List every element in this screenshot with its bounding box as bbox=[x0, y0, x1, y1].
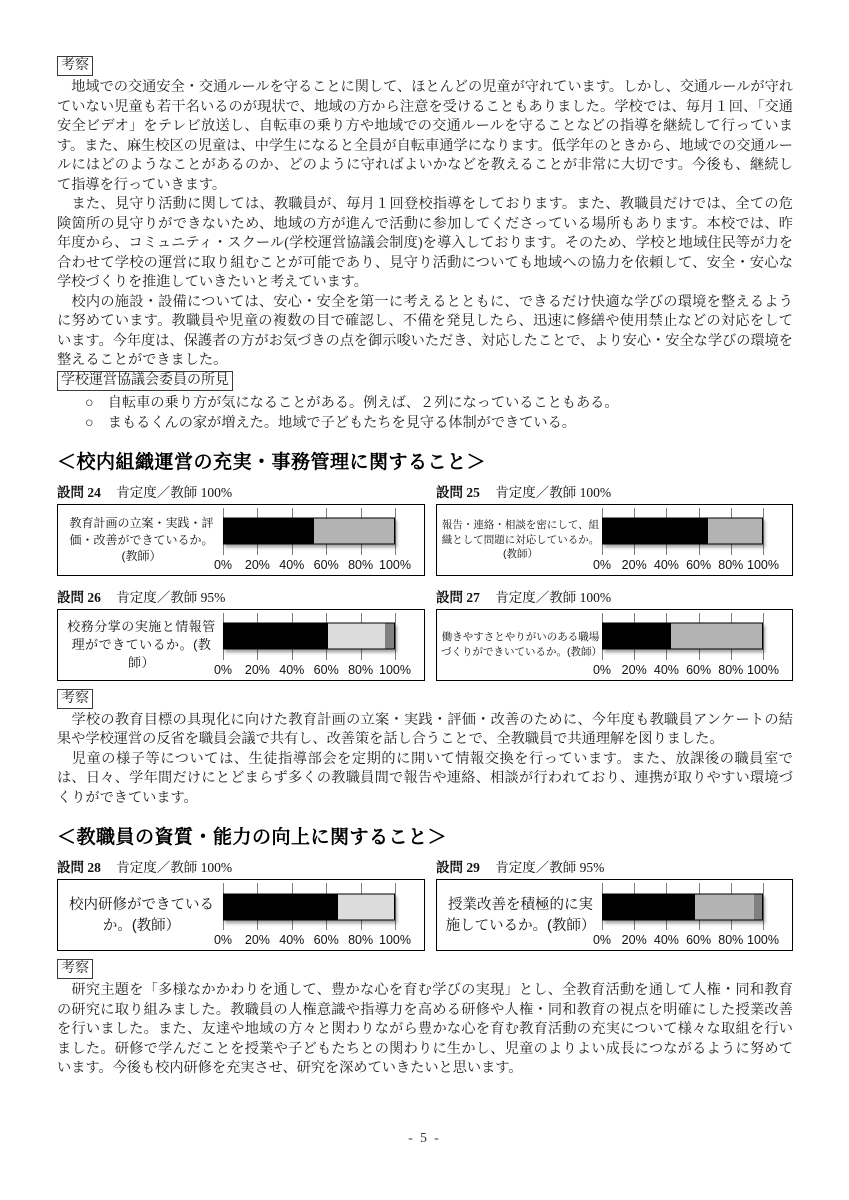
x-axis bbox=[213, 660, 411, 678]
axis-tick-label: 100% bbox=[379, 557, 411, 572]
axis-tick-label: 60% bbox=[313, 662, 339, 677]
bar-segment bbox=[328, 624, 386, 649]
chart-item-label: 校内研修ができているか。(教師） bbox=[69, 897, 214, 934]
axis-tick-label: 80% bbox=[348, 933, 374, 947]
question-degree: 肯定度／教師 100% bbox=[495, 484, 612, 500]
page-number: - 5 - bbox=[408, 1130, 441, 1145]
consideration-block-staff bbox=[57, 959, 793, 1079]
axis-tick-label: 20% bbox=[244, 557, 270, 572]
x-axis bbox=[592, 555, 779, 573]
axis-tick-label: 80% bbox=[718, 557, 744, 572]
axis-tick-label: 20% bbox=[621, 557, 647, 572]
bar-segment bbox=[603, 519, 708, 544]
plot-area bbox=[602, 613, 763, 660]
consideration-label: 考察 bbox=[57, 56, 93, 76]
axis-tick-label: 40% bbox=[279, 662, 305, 677]
axis-tick-label: 100% bbox=[379, 662, 411, 677]
axis-tick-label: 0% bbox=[592, 557, 612, 572]
axis-tick-label: 80% bbox=[348, 557, 374, 572]
bar-chart-q29 bbox=[436, 879, 793, 951]
question-number: 設問 25 bbox=[436, 484, 480, 500]
plot-area bbox=[223, 883, 395, 930]
bar-chart-q24 bbox=[57, 504, 425, 576]
stacked-bar bbox=[602, 893, 763, 920]
plot-area bbox=[223, 613, 395, 660]
bar-segment bbox=[708, 519, 762, 544]
charts-grid-organization bbox=[57, 481, 793, 681]
chart-item-label: 働きやすさとやりがいのある職場づくりができいているか。(教師） bbox=[441, 631, 602, 658]
gridline bbox=[763, 508, 764, 555]
axis-tick-label: 60% bbox=[313, 933, 339, 947]
x-axis bbox=[213, 555, 411, 573]
stacked-bar bbox=[223, 623, 395, 650]
chart-item-label: 校務分掌の実施と情報管理ができているか。(教師） bbox=[67, 618, 216, 671]
bar-segment bbox=[224, 519, 314, 544]
axis-tick-label: 60% bbox=[686, 557, 712, 572]
question-number: 設問 24 bbox=[57, 484, 101, 500]
chart-block-q26 bbox=[57, 586, 425, 681]
x-axis bbox=[592, 930, 779, 948]
axis-tick-label: 60% bbox=[313, 557, 339, 572]
question-number: 設問 28 bbox=[57, 860, 101, 875]
bar-segment bbox=[603, 624, 671, 649]
axis-tick-label: 20% bbox=[621, 933, 647, 947]
section-heading-staff: ＜教職員の資質・能力の向上に関すること＞ bbox=[57, 827, 448, 848]
x-axis bbox=[592, 660, 779, 678]
question-degree: 肯定度／教師 100% bbox=[116, 860, 233, 875]
chart-block-q25 bbox=[436, 481, 793, 576]
section-heading-organization: ＜校内組織運営の充実・事務管理に関すること＞ bbox=[57, 451, 487, 473]
axis-tick-label: 20% bbox=[244, 662, 270, 677]
axis-tick-label: 0% bbox=[213, 662, 233, 677]
chart-block-q24 bbox=[57, 481, 425, 576]
question-number: 設問 27 bbox=[436, 589, 480, 605]
stacked-bar bbox=[602, 518, 763, 545]
bar-segment bbox=[695, 894, 754, 919]
plot-area bbox=[602, 883, 763, 930]
axis-tick-label: 60% bbox=[686, 662, 712, 677]
bar-segment bbox=[754, 894, 762, 919]
chart-block-q27 bbox=[436, 586, 793, 681]
council-finding-item: ○ 自転車の乗り方が気になることがある。例えば、２列になっていることもある。 bbox=[85, 394, 619, 411]
stacked-bar bbox=[602, 623, 763, 650]
question-number: 設問 29 bbox=[436, 860, 480, 875]
axis-tick-label: 60% bbox=[686, 933, 712, 947]
gridline bbox=[763, 883, 764, 930]
gridline bbox=[395, 508, 396, 555]
council-findings-label: 学校運営協議会委員の所見 bbox=[57, 371, 233, 391]
bar-segment bbox=[385, 624, 394, 649]
axis-tick-label: 40% bbox=[279, 557, 305, 572]
axis-tick-label: 100% bbox=[747, 933, 779, 947]
axis-tick-label: 100% bbox=[747, 662, 779, 677]
paragraph: 児童の様子等については、生徒指導部会を定期的に開いて情報交換を行っています。また、放課後の職員室では、日々、学年間だけにとどまらず多くの教職員間で報告や連絡、相談が行われており、連携が取りやすい環境づくりができています。 bbox=[57, 750, 793, 806]
bar-chart-q25 bbox=[436, 504, 793, 576]
axis-tick-label: 100% bbox=[379, 933, 411, 947]
axis-tick-label: 80% bbox=[718, 662, 744, 677]
paragraph: 研究主題を「多様なかかわりを通して、豊かな心を育む学びの実現」とし、全教育活動を通して人権・同和教育の研究に取り組みました。教職員の人権意識や指導力を高める研修や人権・同和教育の視点を明確にした授業改善を行いました。また、友達や地域の方々と関わりながら豊かな心を育む教育活動の充実について様々な取組を行いました。研修で学んだことを授業や子どもたちとの関わりに生かし、児童のよりよい成長につながるように努めています。今後も校内研修を充実させ、研究を深めていきたいと思います。 bbox=[57, 982, 793, 1076]
axis-tick-label: 80% bbox=[718, 933, 744, 947]
gridline bbox=[395, 883, 396, 930]
council-finding-item: ○ まもるくんの家が増えた。地域で子どもたちを見守る体制ができている。 bbox=[85, 414, 576, 431]
question-number: 設問 26 bbox=[57, 589, 101, 605]
axis-tick-label: 40% bbox=[653, 557, 679, 572]
paragraph: 地域での交通安全・交通ルールを守ることに関して、ほとんどの児童が守れています。しかし、交通ルールが守れていない児童も若干名いるのが現状で、地域の方から注意を受けることもありました。学校では、毎月１回、「交通安全ビデオ」をテレビ放送し、自転車の乗り方や地域での交通ルールを守ることなどの指導を継続して行っています。また、麻生校区の児童は、中学生になると全員が自転車通学になります。低学年のときから、地域での交通ルールにはどのようなことがあるのか、どのように守ればよいかなどを教えることが非常に大切です。今後も、継続して指導を行っていきます。 bbox=[57, 79, 793, 193]
bar-chart-q28 bbox=[57, 879, 425, 951]
chart-block-q29 bbox=[436, 856, 793, 951]
chart-item-label: 教育計画の立案・実践・評価・改善ができているか。(教師） bbox=[69, 515, 214, 564]
axis-tick-label: 20% bbox=[621, 662, 647, 677]
axis-tick-label: 40% bbox=[653, 662, 679, 677]
chart-block-q28 bbox=[57, 856, 425, 951]
plot-area bbox=[223, 508, 395, 555]
axis-tick-label: 100% bbox=[747, 557, 779, 572]
bar-chart-q26 bbox=[57, 609, 425, 681]
x-axis bbox=[213, 930, 411, 948]
bar-segment bbox=[224, 894, 338, 919]
consideration-block-safety bbox=[57, 56, 793, 433]
stacked-bar bbox=[223, 518, 395, 545]
axis-tick-label: 40% bbox=[279, 933, 305, 947]
bar-segment bbox=[338, 894, 394, 919]
paragraph: また、見守り活動に関しては、教職員が、毎月１回登校指導をしております。また、教職員だけでは、全ての危険箇所の見守りができないため、地域の方が進んで活動に参加してくださっている場所もあります。本校では、昨年度から、コミュニティ・スクール(学校運営協議会制度)を導入しております。そのため、学校と地域住民等が力を合わせて学校の運営に取り組むことが可能であり、見守り活動についても地域への協力を依頼して、安全・安心な学校づくりを推進していきたいと考えています。 bbox=[57, 196, 793, 290]
paragraph: 学校の教育目標の具現化に向けた教育計画の立案・実践・評価・改善のために、今年度も教職員アンケートの結果や学校運営の反省を職員会議で共有し、改善策を話し合うことで、全教職員で共通理解を図りました。 bbox=[57, 711, 793, 747]
axis-tick-label: 0% bbox=[213, 933, 233, 947]
plot-area bbox=[602, 508, 763, 555]
bar-segment bbox=[671, 624, 762, 649]
gridline bbox=[763, 613, 764, 660]
stacked-bar bbox=[223, 893, 395, 920]
question-degree: 肯定度／教師 95% bbox=[495, 860, 605, 875]
charts-grid-staff bbox=[57, 856, 793, 951]
axis-tick-label: 0% bbox=[592, 933, 612, 947]
consideration-label: 考察 bbox=[57, 959, 93, 979]
bar-segment bbox=[224, 624, 328, 649]
axis-tick-label: 0% bbox=[592, 662, 612, 677]
question-degree: 肯定度／教師 100% bbox=[495, 589, 612, 605]
question-degree: 肯定度／教師 95% bbox=[116, 589, 226, 605]
chart-item-label: 報告・連絡・相談を密にして、組織として問題に対応しているか。(教師） bbox=[441, 518, 600, 561]
paragraph: 校内の施設・設備については、安心・安全を第一に考えるとともに、できるだけ快適な学びの環境を整えるように努めています。教職員や児童の複数の目で確認し、不備を発見したら、迅速に修繕や使用禁止などの対応をしています。今年度は、保護者の方がお気づきの点を御示唆いただき、対応したことで、より安心・安全な学びの環境を整えることができました。 bbox=[57, 293, 793, 368]
consideration-block-organization bbox=[57, 689, 793, 809]
axis-tick-label: 0% bbox=[213, 557, 233, 572]
axis-tick-label: 20% bbox=[244, 933, 270, 947]
bar-chart-q27 bbox=[436, 609, 793, 681]
consideration-label: 考察 bbox=[57, 689, 93, 709]
chart-item-label: 授業改善を積極的に実施しているか。(教師） bbox=[445, 897, 596, 934]
gridline bbox=[395, 613, 396, 660]
question-degree: 肯定度／教師 100% bbox=[116, 484, 233, 500]
bar-segment bbox=[603, 894, 695, 919]
axis-tick-label: 80% bbox=[348, 662, 374, 677]
bar-segment bbox=[314, 519, 394, 544]
axis-tick-label: 40% bbox=[653, 933, 679, 947]
